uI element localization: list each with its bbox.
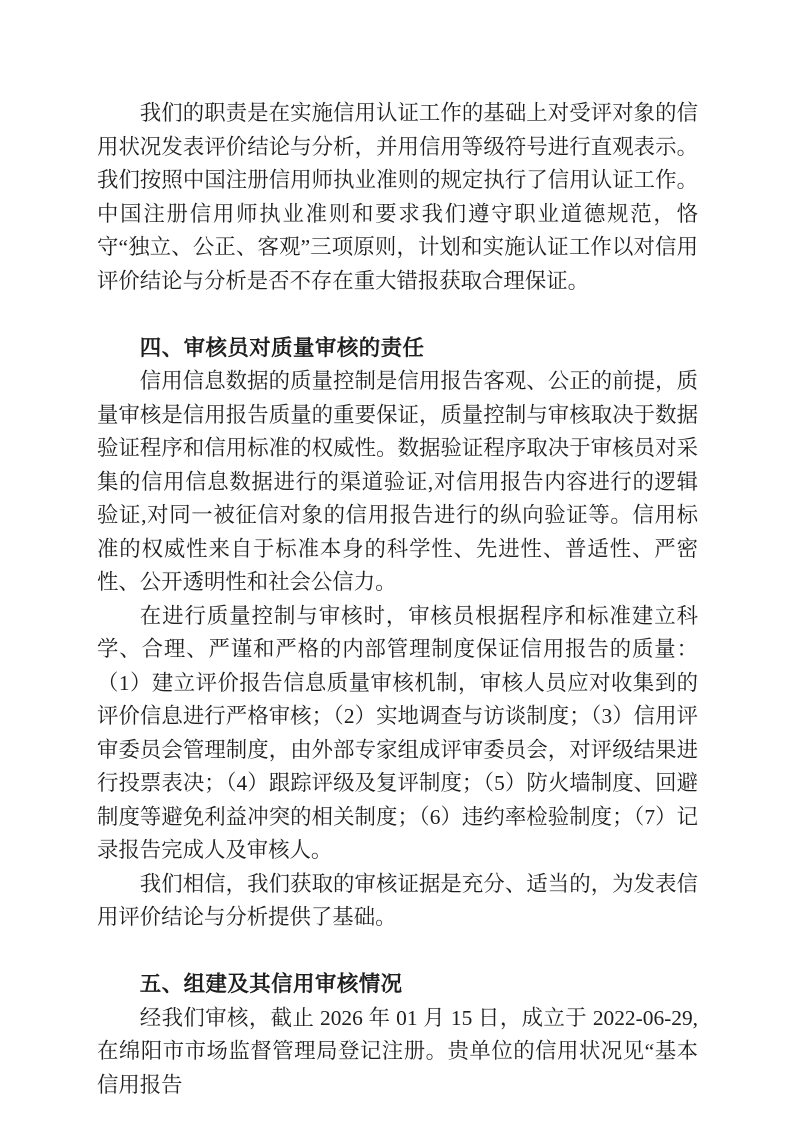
paragraph-quality-control: 信用信息数据的质量控制是信用报告客观、公正的前提，质量审核是信用报告质量的重要保证，质量控制与审核取决于数据验证程序和信用标准的权威性。数据验证程序取决于审核员对采集的信用信息数据进行的渠道验证,对信用报告内容进行的逻辑验证,对同一被征信对象的信用报告进行的纵向验证等。信用标准的权威性来自于标准本身的科学性、先进性、普适性、严密性、公开透明性和社会公信力。 bbox=[97, 369, 698, 594]
paragraph-responsibility: 我们的职责是在实施信用认证工作的基础上对受评对象的信用状况发表评价结论与分析，并用信用等级符号进行直观表示。我们按照中国注册信用师执业准则的规定执行了信用认证工作。中国注册信用师执业准则和要求我们遵守职业道德规范，恪守“独立、公正、客观”三项原则，计划和实施认证工作以对信用评价结论与分析是否不存在重大错报获取合理保证。 bbox=[97, 101, 698, 293]
paragraph-audit-evidence: 我们相信，我们获取的审核证据是充分、适当的，为发表信用评价结论与分析提供了基础。 bbox=[97, 871, 698, 929]
section-heading-5-establishment-credit-audit: 五、组建及其信用审核情况 bbox=[139, 972, 403, 996]
document-content bbox=[97, 97, 698, 1102]
paragraph-internal-management-systems: 在进行质量控制与审核时，审核员根据程序和标准建立科学、合理、严谨和严格的内部管理制度保证信用报告的质量：（1）建立评价报告信息质量审核机制，审核人员应对收集到的评价信息进行严格审核；（2）实地调查与访谈制度；（3）信用评审委员会管理制度，由外部专家组成评审委员会，对评级结果进行投票表决；（4）跟踪评级及复评制度；（5）防火墙制度、回避制度等避免利益冲突的相关制度；（6）违约率检验制度；（7）记录报告完成人及审核人。 bbox=[97, 603, 698, 862]
section-heading-4-quality-audit-responsibility: 四、审核员对质量审核的责任 bbox=[139, 335, 425, 360]
paragraph-audit-conclusion: 经我们审核，截止 2026 年 01 月 15 日，成立于 2022-06-29,在绵阳市市场监督管理局登记注册。贵单位的信用状况见“基本信用报告 bbox=[97, 1005, 698, 1097]
